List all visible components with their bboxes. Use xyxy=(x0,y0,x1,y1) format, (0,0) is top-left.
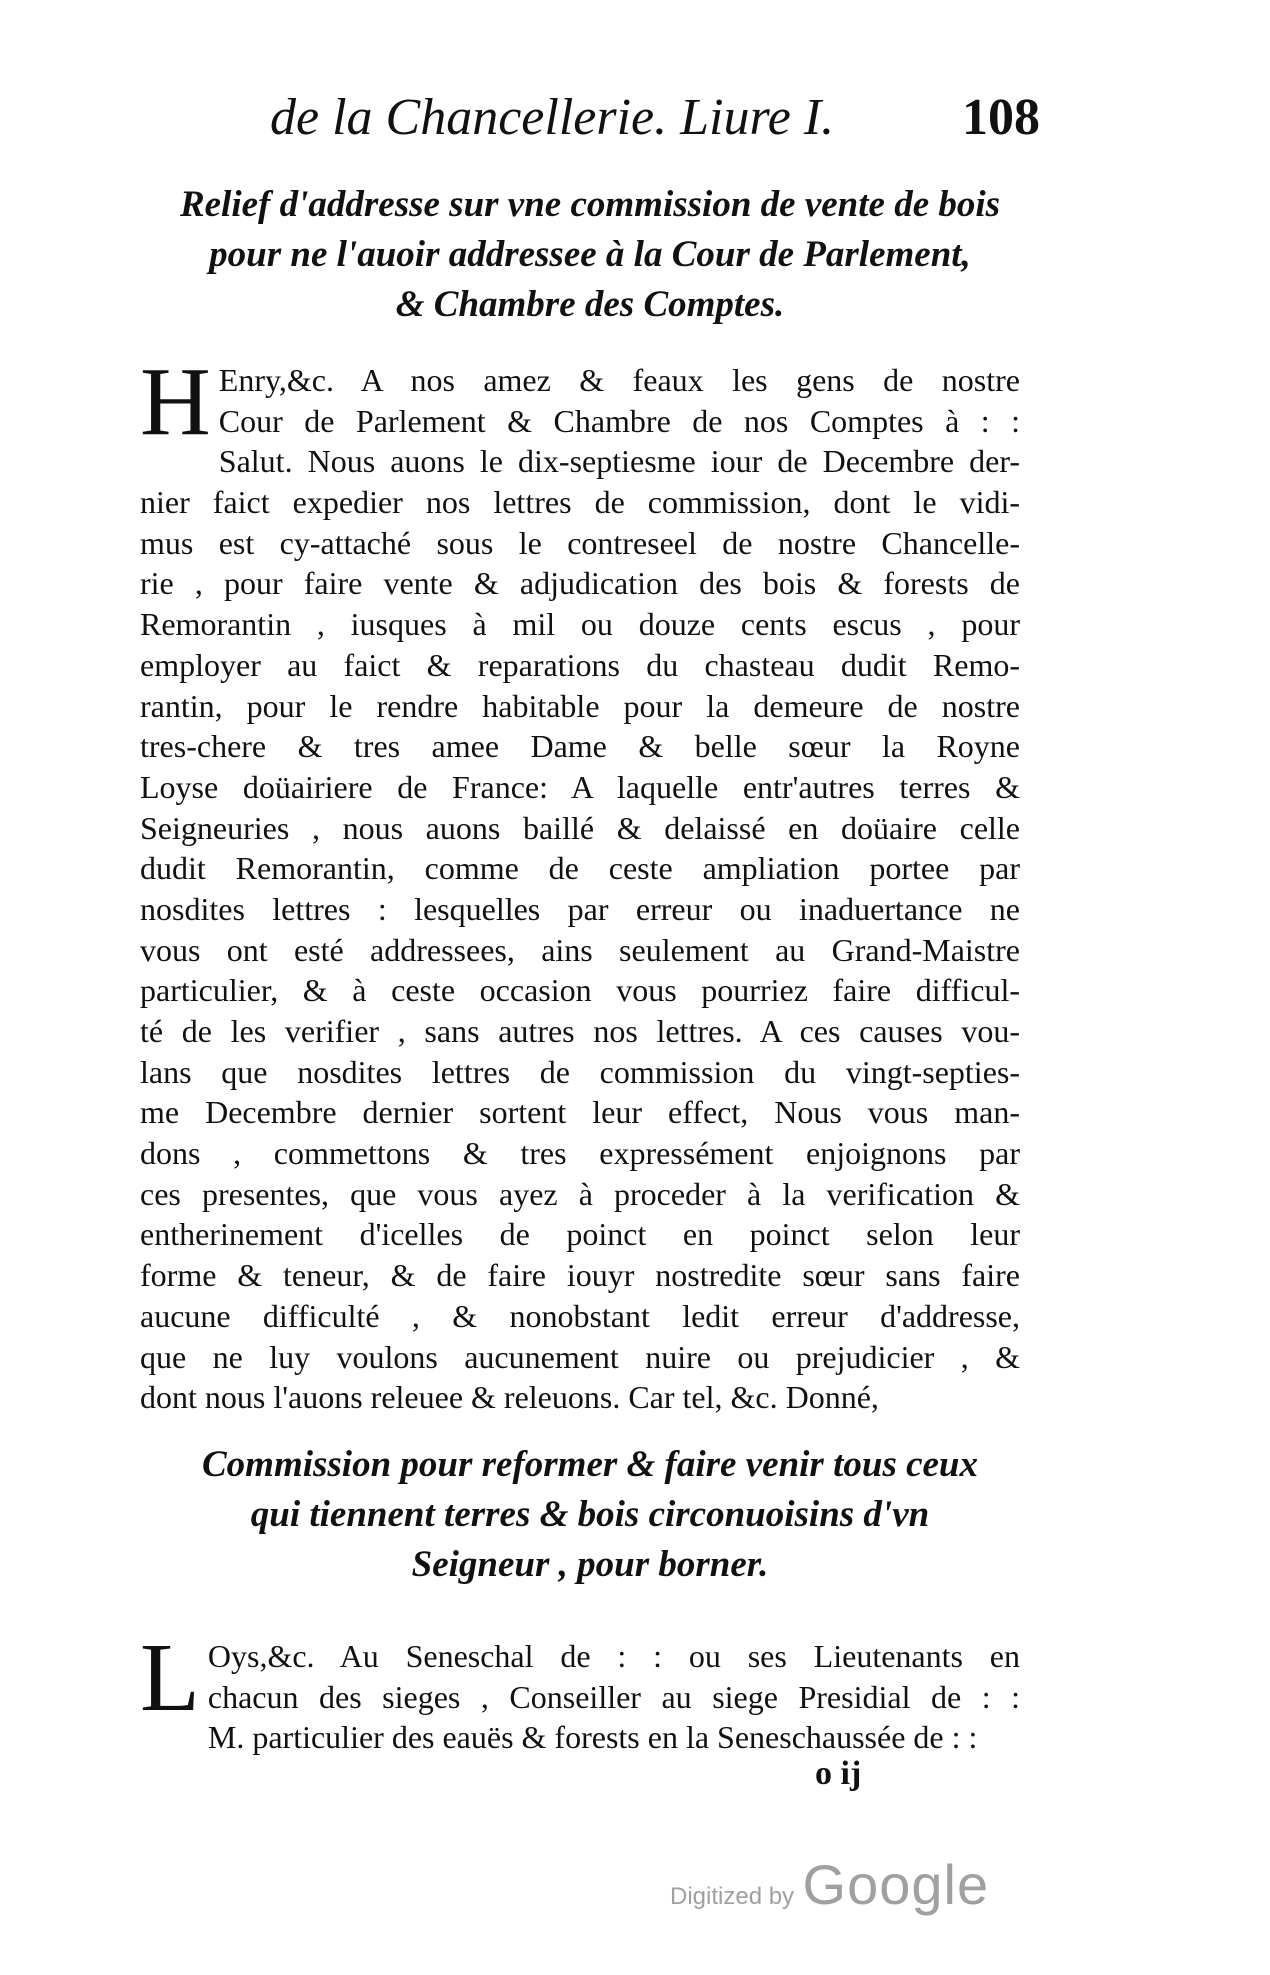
text-line: Loyse doüairiere de France: A laquelle entr'autres terres & xyxy=(140,768,1020,805)
text-line: mus est cy-attaché sous le contreseel de nostre Chancelle- xyxy=(140,524,1020,561)
drop-cap: H xyxy=(140,348,211,456)
text-line: Remorantin , iusques à mil ou douze cents escus , pour xyxy=(140,606,1020,643)
title-line: qui tiennent terres & bois circonuoisins d'vn xyxy=(250,1494,930,1535)
paragraph-relief xyxy=(140,348,1020,1418)
text-line: ces presentes, que vous ayez à proceder à la verification & xyxy=(140,1175,1020,1212)
text-line: entherinement d'icelles de poinct en poinct selon leur xyxy=(140,1216,1020,1253)
section-title-commission xyxy=(140,1440,1040,1590)
paragraph-commission xyxy=(140,1624,1020,1758)
page-number: 108 xyxy=(962,89,1040,146)
text-line: té de les verifier , sans autres nos lettres. A ces causes vou- xyxy=(140,1013,1020,1049)
text-line: aucune difficulté , & nonobstant ledit erreur d'addresse, xyxy=(140,1297,1020,1334)
text-line: dons , commettons & tres expressément enjoignons par xyxy=(140,1135,1020,1172)
text-line: Seigneuries , nous auons baillé & delaissé en doüaire celle xyxy=(140,809,1020,846)
text-line: employer au faict & reparations du chasteau dudit Remo- xyxy=(140,646,1020,683)
text-line: M. particulier des eauës & forests en la Seneschaussée de : : xyxy=(207,1719,978,1756)
text-line: nier faict expedier nos lettres de commission, dont le vidi- xyxy=(140,484,1020,521)
signature-mark: o ij xyxy=(815,1755,862,1792)
text-line: nosdites lettres : lesquelles par erreur ou inaduertance ne xyxy=(140,890,1020,927)
text-line: dudit Remorantin, comme de ceste ampliation portee par xyxy=(140,850,1020,887)
title-line: Seigneur , pour borner. xyxy=(411,1544,769,1585)
text-line: Salut. Nous auons le dix-septiesme iour de Decembre der- xyxy=(218,443,1020,480)
google-logo: Google xyxy=(802,1853,990,1916)
digitized-by-label: Digitized by xyxy=(670,1883,795,1910)
title-line: Commission pour reformer & faire venir tous ceux xyxy=(201,1444,979,1485)
title-line: & Chambre des Comptes. xyxy=(395,284,785,325)
section-title-relief xyxy=(140,180,1040,330)
digitized-watermark xyxy=(670,1852,989,1917)
running-title: de la Chancellerie. Liure I. xyxy=(270,89,835,146)
text-line: rantin, pour le rendre habitable pour la demeure de nostre xyxy=(140,687,1020,724)
text-line: forme & teneur, & de faire iouyr nostredite sœur sans faire xyxy=(140,1257,1020,1294)
text-line: Cour de Parlement & Chambre de nos Comptes à : : xyxy=(218,402,1020,439)
text-line: que ne luy voulons aucunement nuire ou prejudicier , & xyxy=(140,1338,1020,1375)
text-line: vous ont esté addressees, ains seulement au Grand-Maistre xyxy=(140,931,1020,968)
text-line: tres-chere & tres amee Dame & belle sœur la Royne xyxy=(140,728,1020,765)
text-line: dont nous l'auons releuee & releuons. Car tel, &c. Donné, xyxy=(140,1379,879,1416)
text-line: lans que nosdites lettres de commission du vingt-septies- xyxy=(140,1053,1020,1090)
drop-cap: L xyxy=(140,1624,200,1732)
text-line: Enry,&c. A nos amez & feaux les gens de nostre xyxy=(218,362,1020,398)
text-line: rie , pour faire vente & adjudication des bois & forests de xyxy=(140,565,1020,602)
title-line: pour ne l'auoir addressee à la Cour de Parlement, xyxy=(209,234,971,275)
text-line: me Decembre dernier sortent leur effect, Nous vous man- xyxy=(140,1094,1020,1131)
text-line: particulier, & à ceste occasion vous pourriez faire difficul- xyxy=(140,972,1020,1009)
text-line: chacun des sieges , Conseiller au siege Presidial de : : xyxy=(207,1678,1020,1715)
title-line: Relief d'addresse sur vne commission de vente de bois xyxy=(179,184,1001,225)
text-line: Oys,&c. Au Seneschal de : : ou ses Lieutenants en xyxy=(207,1638,1020,1674)
